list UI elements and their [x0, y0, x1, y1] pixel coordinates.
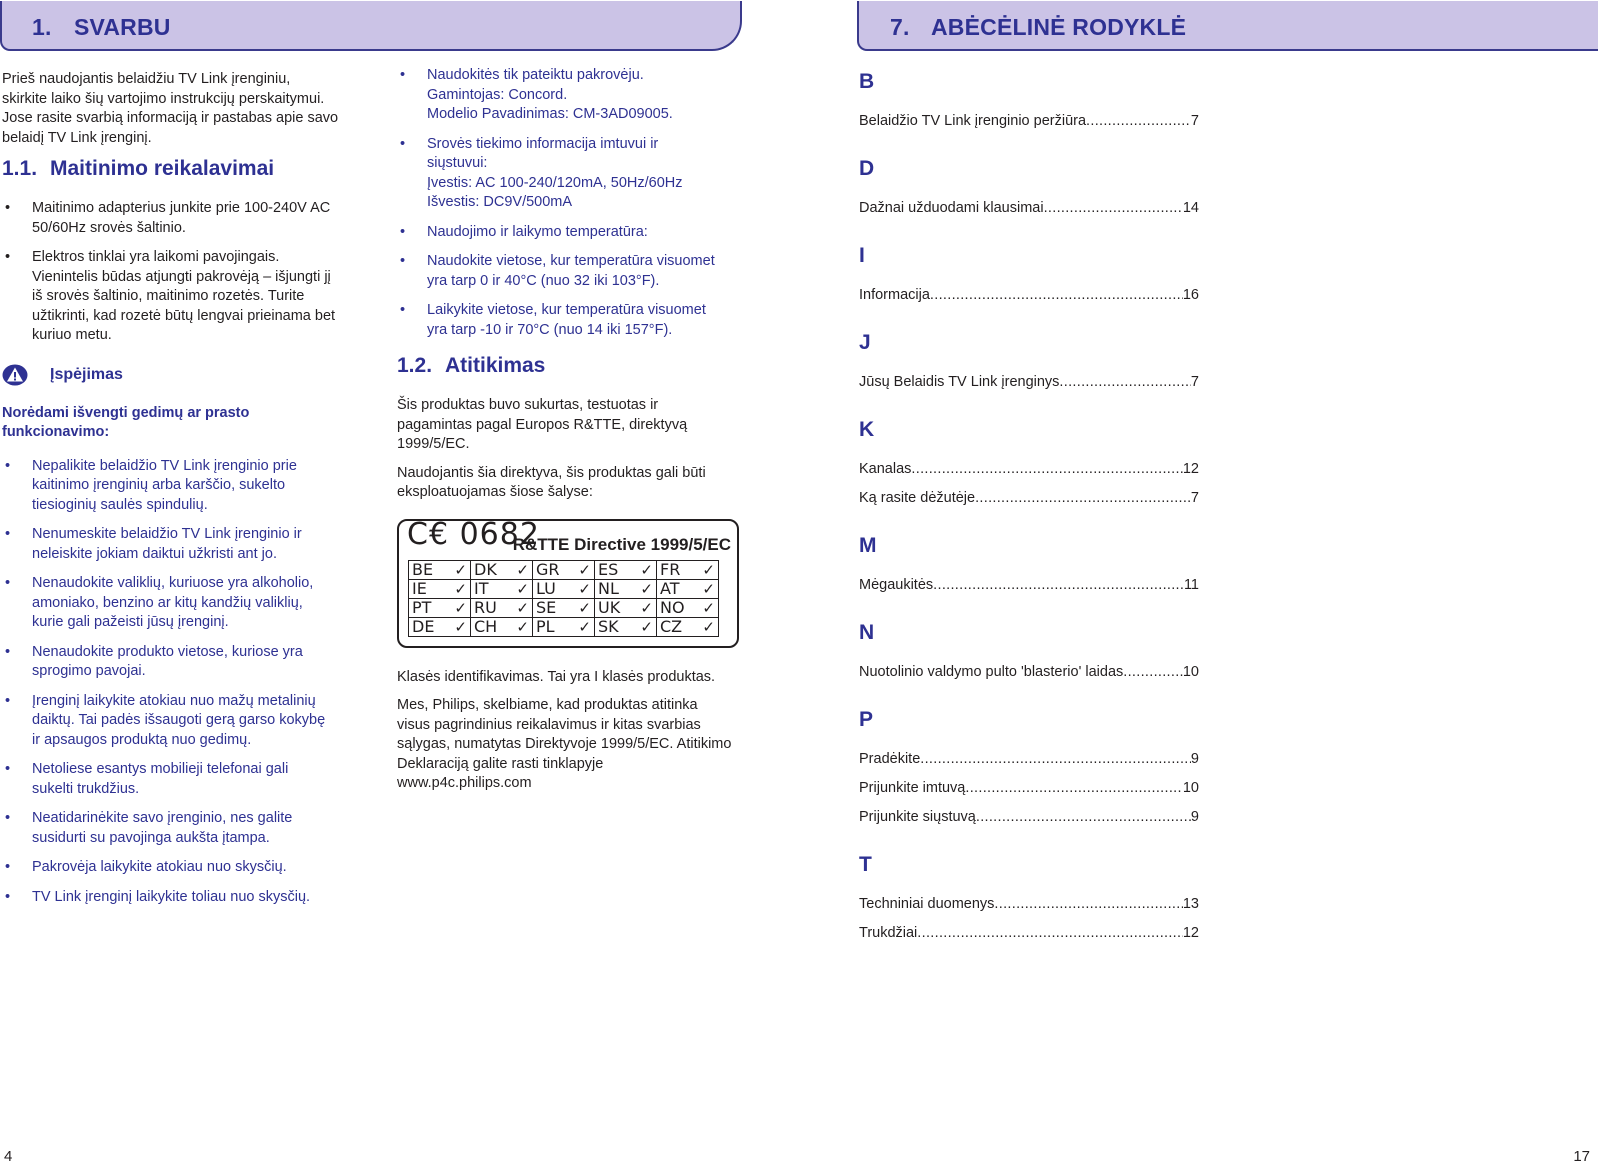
subsection-heading-compliance [397, 354, 747, 378]
country-code: IT [474, 578, 489, 598]
index-letter: P [859, 708, 874, 731]
subsection-heading-power [2, 157, 347, 181]
check-icon: ✓ [454, 598, 467, 617]
dot-leader [930, 286, 1183, 305]
country-cell [471, 617, 533, 636]
column-2 [397, 66, 747, 803]
dot-leader [920, 750, 1191, 769]
country-code: SK [598, 616, 619, 636]
warning-lead: Norėdami išvengti gedimų ar prasto funkcionavimo: [2, 404, 250, 440]
ce-certification-box [397, 516, 739, 648]
index-entry [859, 489, 1199, 508]
dot-leader [917, 924, 1183, 943]
check-icon: ✓ [516, 579, 529, 598]
dot-leader [976, 808, 1191, 827]
index-page: 7 [1190, 374, 1199, 390]
bullet-item: • Nenumeskite belaidžio TV Link įrenginio ir neleiskite jokiam daiktui užkristi ant jo. [2, 525, 347, 564]
subsection-title: Maitinimo reikalavimai [50, 157, 275, 180]
check-icon: ✓ [578, 598, 591, 617]
index-page: 11 [1183, 577, 1199, 593]
country-code: AT [660, 578, 680, 598]
country-cell [595, 598, 657, 617]
check-icon: ✓ [578, 560, 591, 579]
check-icon: ✓ [516, 598, 529, 617]
section-header-svarbu [0, 1, 742, 51]
country-cell [595, 579, 657, 598]
dot-leader [1059, 373, 1191, 392]
index-letter: J [859, 331, 871, 354]
index-entry [859, 373, 1199, 392]
country-code: UK [598, 597, 621, 617]
section-number: 7. [890, 14, 910, 40]
page-number-left: 4 [4, 1148, 13, 1165]
index-term: Dažnai užduodami klausimai [859, 200, 1044, 216]
index-term: Nuotolinio valdymo pulto 'blasterio' laidas [859, 664, 1124, 680]
bullet-item: • Pakrovėja laikykite atokiau nuo skysčių. [2, 858, 347, 878]
index-page: 10 [1182, 780, 1199, 796]
check-icon: ✓ [640, 617, 653, 636]
index-page: 12 [1182, 461, 1199, 477]
class-identification: Klasės identifikavimas. Tai yra I klasės produktas. [397, 668, 716, 685]
bullet-item: • Nenaudokite valiklių, kuriuose yra alkoholio, amoniako, benzino ar kitų kandžių valiklių, kurie gali pažeisti jūsų įrenginį. [2, 574, 347, 633]
index-letter: T [859, 853, 872, 876]
index-term: Ką rasite dėžutėje [859, 490, 976, 506]
country-cell [533, 579, 595, 598]
index-letter: M [859, 534, 877, 557]
index-term: Pradėkite [859, 751, 921, 767]
country-code: IE [412, 578, 427, 598]
country-cell [471, 598, 533, 617]
index-entry [859, 199, 1199, 218]
dot-leader [911, 460, 1182, 479]
section-header-index [857, 1, 1598, 51]
country-cell [409, 617, 471, 636]
dot-leader [975, 489, 1191, 508]
bullet-item: • Naudokitės tik pateiktu pakrovėju. Gamintojas: Concord. Modelio Pavadinimas: CM-3AD09005. [397, 66, 747, 125]
country-code: RU [474, 597, 497, 617]
dot-leader [965, 779, 1182, 798]
index-letter: N [859, 621, 875, 644]
check-icon: ✓ [640, 579, 653, 598]
bullet-item: • Srovės tiekimo informacija imtuvui ir siųstuvui: Įvestis: AC 100-240/120mA, 50Hz/60Hz Išvestis: DC9V/500mA [397, 135, 747, 213]
country-code: FR [660, 559, 681, 579]
country-cell [657, 617, 719, 636]
check-icon: ✓ [640, 598, 653, 617]
check-icon: ✓ [454, 560, 467, 579]
country-code: PT [412, 597, 432, 617]
index-page: 7 [1190, 113, 1199, 129]
index-entry [859, 924, 1199, 943]
country-code: CH [474, 616, 498, 636]
country-code: PL [536, 616, 555, 636]
country-cell [409, 579, 471, 598]
index-page: 16 [1182, 287, 1199, 303]
country-cell [471, 579, 533, 598]
check-icon: ✓ [454, 617, 467, 636]
declaration-paragraph: Mes, Philips, skelbiame, kad produktas atitinka visus pagrindinius reikalavimus ir kitas svarbias sąlygas, numatytas Direktyvoje 1999/5/EC. Atitikimo Deklaraciją galite rasti tinklapyje www.p4c.philips.com [397, 697, 732, 791]
warning-list [2, 457, 347, 908]
index-term: Prijunkite imtuvą [859, 780, 966, 796]
country-cell [533, 598, 595, 617]
bullet-item: • TV Link įrenginį laikykite toliau nuo skysčių. [2, 888, 347, 908]
country-cell [533, 560, 595, 579]
country-cell [595, 560, 657, 579]
country-code: CZ [660, 616, 683, 636]
index-term: Belaidžio TV Link įrenginio peržiūra [859, 113, 1087, 129]
country-cell [409, 598, 471, 617]
subsection-title: Atitikimas [445, 354, 546, 377]
index-letter: B [859, 70, 875, 93]
index-entry [859, 750, 1199, 769]
charger-info-list [397, 66, 747, 340]
check-icon: ✓ [702, 598, 715, 617]
country-code: DK [474, 559, 497, 579]
index-page: 7 [1190, 490, 1199, 506]
index-entry [859, 663, 1199, 682]
country-table [408, 560, 719, 637]
bullet-item: • Nepalikite belaidžio TV Link įrenginio prie kaitinimo įrenginių arba karščio, sukelto tiesioginių saulės spindulių. [2, 457, 347, 516]
country-code: SE [536, 597, 557, 617]
dot-leader [1123, 663, 1183, 682]
country-code: NO [660, 597, 685, 617]
check-icon: ✓ [702, 560, 715, 579]
country-code: BE [412, 559, 434, 579]
subsection-number: 1.1. [2, 157, 38, 180]
country-cell [657, 579, 719, 598]
index-entry [859, 112, 1199, 131]
index-term: Mėgaukitės [859, 577, 934, 593]
index-page: 9 [1190, 809, 1199, 825]
check-icon: ✓ [702, 579, 715, 598]
subsection-number: 1.2. [397, 354, 433, 377]
bullet-item: • Įrenginį laikykite atokiau nuo mažų metalinių daiktų. Tai padės išsaugoti gerą garso kokybę ir apsaugos produktą nuo gedimų. [2, 692, 347, 751]
compliance-paragraph-1: Šis produktas buvo sukurtas, testuotas ir pagamintas pagal Europos R&TTE, direktyvą 1999/5/EC. [397, 397, 688, 452]
country-code: DE [412, 616, 435, 636]
alphabetical-index [859, 70, 1199, 969]
section-number: 1. [32, 14, 52, 40]
index-entry [859, 895, 1199, 914]
index-entry [859, 460, 1199, 479]
index-letter: I [859, 244, 865, 267]
check-icon: ✓ [640, 560, 653, 579]
country-code: ES [598, 559, 619, 579]
index-page: 10 [1182, 664, 1199, 680]
index-page: 13 [1182, 896, 1199, 912]
index-entry [859, 286, 1199, 305]
index-page: 14 [1182, 200, 1199, 216]
index-term: Techniniai duomenys [859, 896, 995, 912]
country-cell [657, 560, 719, 579]
bullet-item: • Naudokite vietose, kur temperatūra visuomet yra tarp 0 ir 40°C (nuo 32 iki 103°F). [397, 252, 747, 291]
bullet-item: • Neatidarinėkite savo įrenginio, nes galite susidurti su pavojinga aukšta įtampa. [2, 809, 347, 848]
page-number-right: 17 [1573, 1148, 1590, 1165]
intro-paragraph: Prieš naudojantis belaidžiu TV Link įrenginiu, skirkite laiko šių vartojimo instrukcijų perskaitymui. Jose rasite svarbią informaciją ir pastabas apie savo belaidį TV Link įrenginį. [2, 71, 339, 146]
index-entry [859, 779, 1199, 798]
power-requirements-list [2, 199, 347, 346]
index-entry [859, 808, 1199, 827]
dot-leader [933, 576, 1184, 595]
country-cell [471, 560, 533, 579]
check-icon: ✓ [516, 617, 529, 636]
bullet-item: • Laikykite vietose, kur temperatūra visuomet yra tarp -10 ir 70°C (nuo 14 iki 157°F). [397, 301, 747, 340]
dot-leader [1086, 112, 1191, 131]
dot-leader [1044, 199, 1183, 218]
warning-icon [2, 364, 28, 386]
index-page: 9 [1190, 751, 1199, 767]
country-cell [533, 617, 595, 636]
bullet-item: • Netoliese esantys mobilieji telefonai gali sukelti trukdžius. [2, 760, 347, 799]
country-code: GR [536, 559, 560, 579]
check-icon: ✓ [516, 560, 529, 579]
ce-directive: R&TTE Directive 1999/5/EC [512, 534, 731, 554]
index-term: Jūsų Belaidis TV Link įrenginys [859, 374, 1060, 390]
country-code: LU [536, 578, 556, 598]
country-code: NL [598, 578, 619, 598]
index-page: 12 [1182, 925, 1199, 941]
warning-heading [2, 364, 347, 386]
bullet-item: • Maitinimo adapterius junkite prie 100-240V AC 50/60Hz srovės šaltinio. [2, 199, 347, 238]
index-term: Kanalas [859, 461, 912, 477]
index-letter: K [859, 418, 875, 441]
check-icon: ✓ [454, 579, 467, 598]
index-entry [859, 576, 1199, 595]
section-title: ABĖCĖLINĖ RODYKLĖ [931, 14, 1187, 40]
section-title: SVARBU [74, 14, 171, 40]
country-cell [409, 560, 471, 579]
column-1 [2, 70, 347, 917]
check-icon: ✓ [578, 617, 591, 636]
index-term: Prijunkite siųstuvą [859, 809, 976, 825]
check-icon: ✓ [578, 579, 591, 598]
country-cell [657, 598, 719, 617]
warning-title: Įspėjimas [50, 365, 123, 383]
bullet-item: • Elektros tinklai yra laikomi pavojingais. Vienintelis būdas atjungti pakrovėją – išjungti jį iš srovės šaltinio, maitinimo rozetės. Turite užtikrinti, kad rozetė būtų lengvai prieinama bet kuriuo metu. [2, 248, 347, 346]
dot-leader [994, 895, 1182, 914]
index-term: Trukdžiai [859, 925, 918, 941]
index-term: Informacija [859, 287, 930, 303]
check-icon: ✓ [702, 617, 715, 636]
compliance-paragraph-2: Naudojantis šia direktyva, šis produktas gali būti eksploatuojamas šiose šalyse: [397, 464, 706, 500]
index-letter: D [859, 157, 875, 180]
bullet-item: • Nenaudokite produkto vietose, kuriose yra sprogimo pavojai. [2, 643, 347, 682]
bullet-item: • Naudojimo ir laikymo temperatūra: [397, 223, 747, 243]
country-cell [595, 617, 657, 636]
ce-mark: C€ 0682 [407, 516, 540, 552]
